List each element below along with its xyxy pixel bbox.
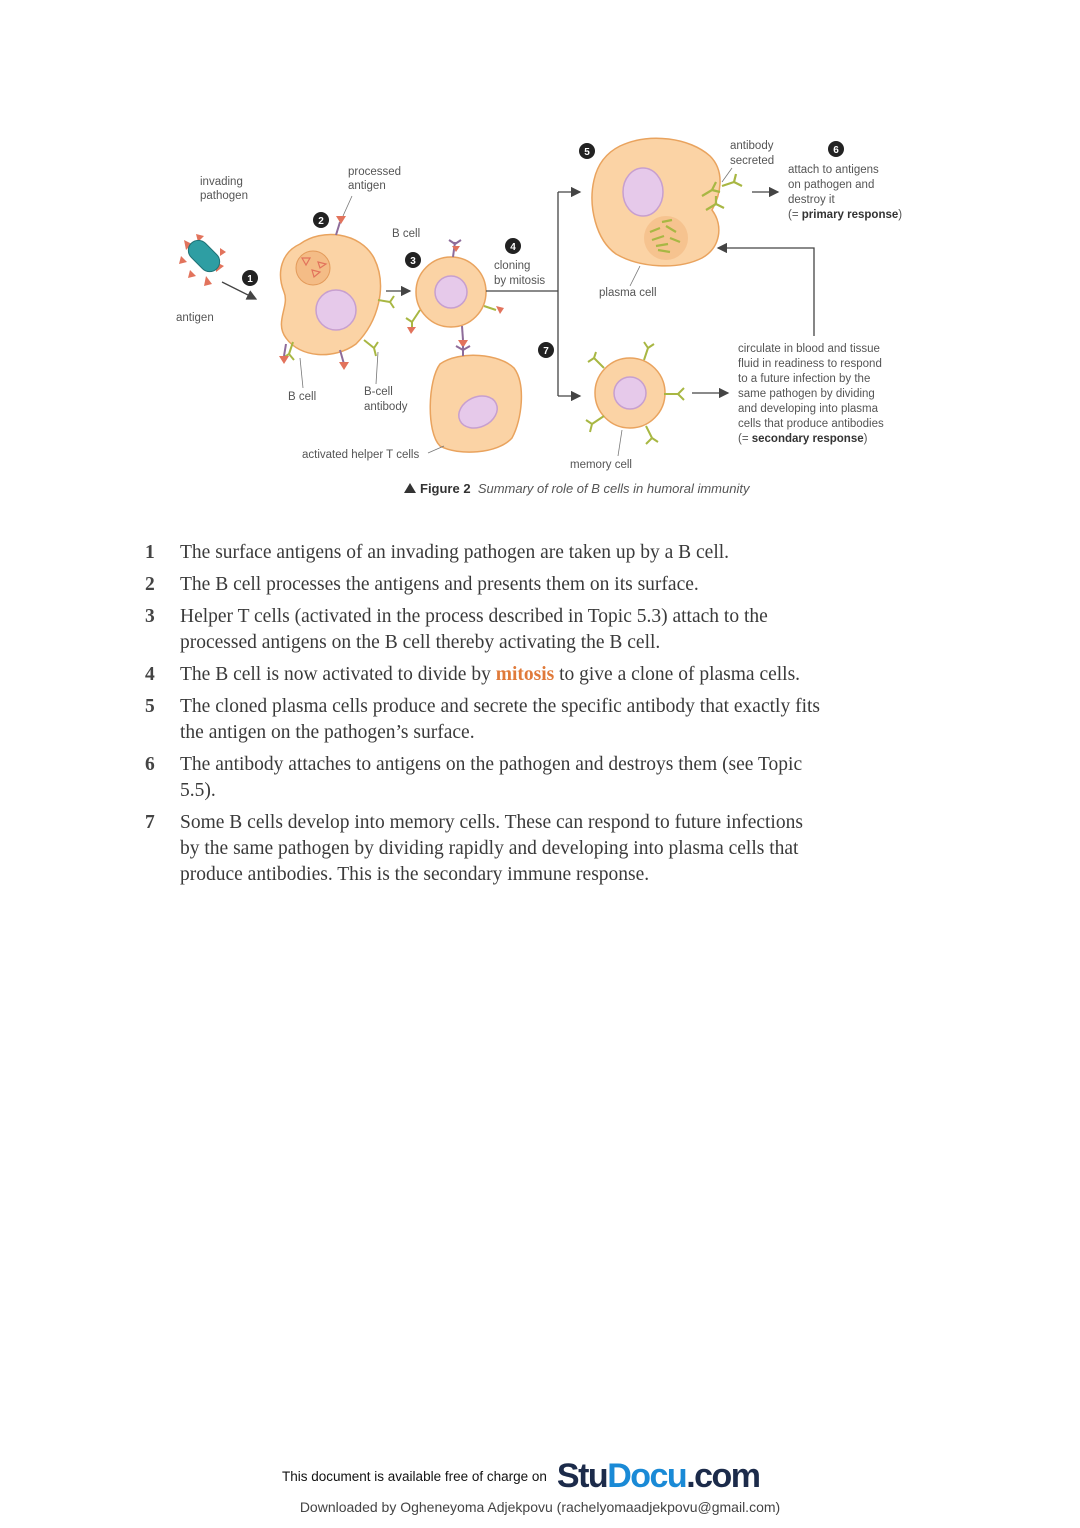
label-activated-helper: activated helper T cells bbox=[302, 449, 420, 461]
svg-text:5: 5 bbox=[584, 147, 590, 158]
svg-text:4: 4 bbox=[510, 242, 516, 253]
step-item: 6 The antibody attaches to antigens on the pathogen and destroys them (see Topic 5.5). bbox=[145, 754, 803, 801]
step-badge-3 bbox=[405, 252, 421, 268]
label-b-cell-antibody-2: antibody bbox=[364, 401, 408, 413]
label-attach-3: destroy it bbox=[788, 194, 835, 206]
svg-text:7: 7 bbox=[543, 346, 549, 357]
label-circulate-5: and developing into plasma bbox=[738, 403, 879, 415]
step-badge-7 bbox=[538, 342, 554, 358]
b-cell-diagram bbox=[0, 0, 1080, 510]
label-invading: invading bbox=[200, 176, 243, 188]
step-badge-1 bbox=[242, 270, 258, 286]
label-secreted: secreted bbox=[730, 155, 775, 167]
figure-caption bbox=[404, 481, 749, 496]
b-cell-1 bbox=[279, 216, 394, 370]
label-b-cell-top: B cell bbox=[392, 228, 421, 240]
step-item: 1 The surface antigens of an invading pathogen are taken up by a B cell. bbox=[145, 542, 730, 563]
step-item: 3 Helper T cells (activated in the process described in Topic 5.3) attach to the processed antigens on the B cell thereby activating the B cell. bbox=[145, 606, 768, 653]
label-processed-antigen: antigen bbox=[348, 180, 386, 192]
step-item: 2 The B cell processes the antigens and presents them on its surface. bbox=[145, 574, 699, 595]
step-item: 4 The B cell is now activated to divide by mitosis to give a clone of plasma cells. bbox=[145, 664, 801, 685]
svg-text:3: 3 bbox=[410, 256, 416, 267]
availability-text: This document is available free of charge on bbox=[282, 1468, 547, 1484]
label-pathogen: pathogen bbox=[200, 190, 248, 202]
label-primary-response: (= primary response) bbox=[788, 209, 903, 221]
label-b-cell-antibody: B-cell bbox=[364, 386, 393, 398]
step-badge-4 bbox=[505, 238, 521, 254]
b-cell-2 bbox=[406, 240, 504, 348]
studocu-logo[interactable]: StuDocu.com bbox=[556, 1456, 760, 1495]
label-secondary-response: (= secondary response) bbox=[738, 433, 868, 445]
figure-caption-text: Summary of role of B cells in humoral immunity bbox=[477, 481, 750, 496]
step-badge-6 bbox=[828, 141, 844, 157]
svg-text:2: 2 bbox=[318, 216, 324, 227]
label-attach-1: attach to antigens bbox=[788, 164, 879, 176]
keyword-mitosis[interactable]: mitosis bbox=[495, 664, 555, 685]
step-badge-5 bbox=[579, 143, 595, 159]
download-info: Downloaded by Ogheneyoma Adjekpovu (rachelyomaadjekpovu@gmail.com) bbox=[299, 1499, 781, 1515]
figure-number: Figure 2 bbox=[420, 481, 471, 496]
triangle-icon bbox=[404, 483, 416, 493]
label-attach-2: on pathogen and bbox=[788, 179, 875, 191]
invading-pathogen bbox=[179, 234, 226, 286]
label-circulate-3: to a future infection by the bbox=[738, 373, 871, 385]
label-b-cell-bottom: B cell bbox=[288, 391, 317, 403]
helper-t-cell bbox=[430, 346, 521, 452]
svg-text:1: 1 bbox=[247, 274, 253, 285]
label-circulate-6: cells that produce antibodies bbox=[738, 418, 884, 430]
label-circulate-4: same pathogen by dividing bbox=[738, 388, 875, 400]
step-list bbox=[140, 540, 820, 894]
label-plasma-cell: plasma cell bbox=[599, 287, 657, 299]
label-antigen: antigen bbox=[176, 312, 214, 324]
label-processed: processed bbox=[348, 166, 402, 178]
footer-availability bbox=[282, 1456, 760, 1496]
label-antibody-secreted: antibody bbox=[730, 140, 774, 152]
label-by-mitosis: by mitosis bbox=[494, 275, 546, 287]
label-circulate-1: circulate in blood and tissue bbox=[738, 343, 880, 355]
label-circulate-2: fluid in readiness to respond bbox=[738, 358, 882, 370]
label-cloning: cloning bbox=[494, 260, 531, 272]
plasma-cell bbox=[592, 138, 742, 266]
step-item: 7 Some B cells develop into memory cells. These can respond to future infections by the same pathogen by dividing rapidly and developing into plasma cells that produce antibodies. This is the secondary immune response. bbox=[145, 812, 803, 885]
step-item: 5 The cloned plasma cells produce and secrete the specific antibody that exactly fits the antigen on the pathogen’s surface. bbox=[145, 696, 820, 743]
step-badge-2 bbox=[313, 212, 329, 228]
memory-cell bbox=[586, 342, 684, 444]
svg-text:6: 6 bbox=[833, 145, 839, 156]
label-memory-cell: memory cell bbox=[570, 459, 632, 471]
